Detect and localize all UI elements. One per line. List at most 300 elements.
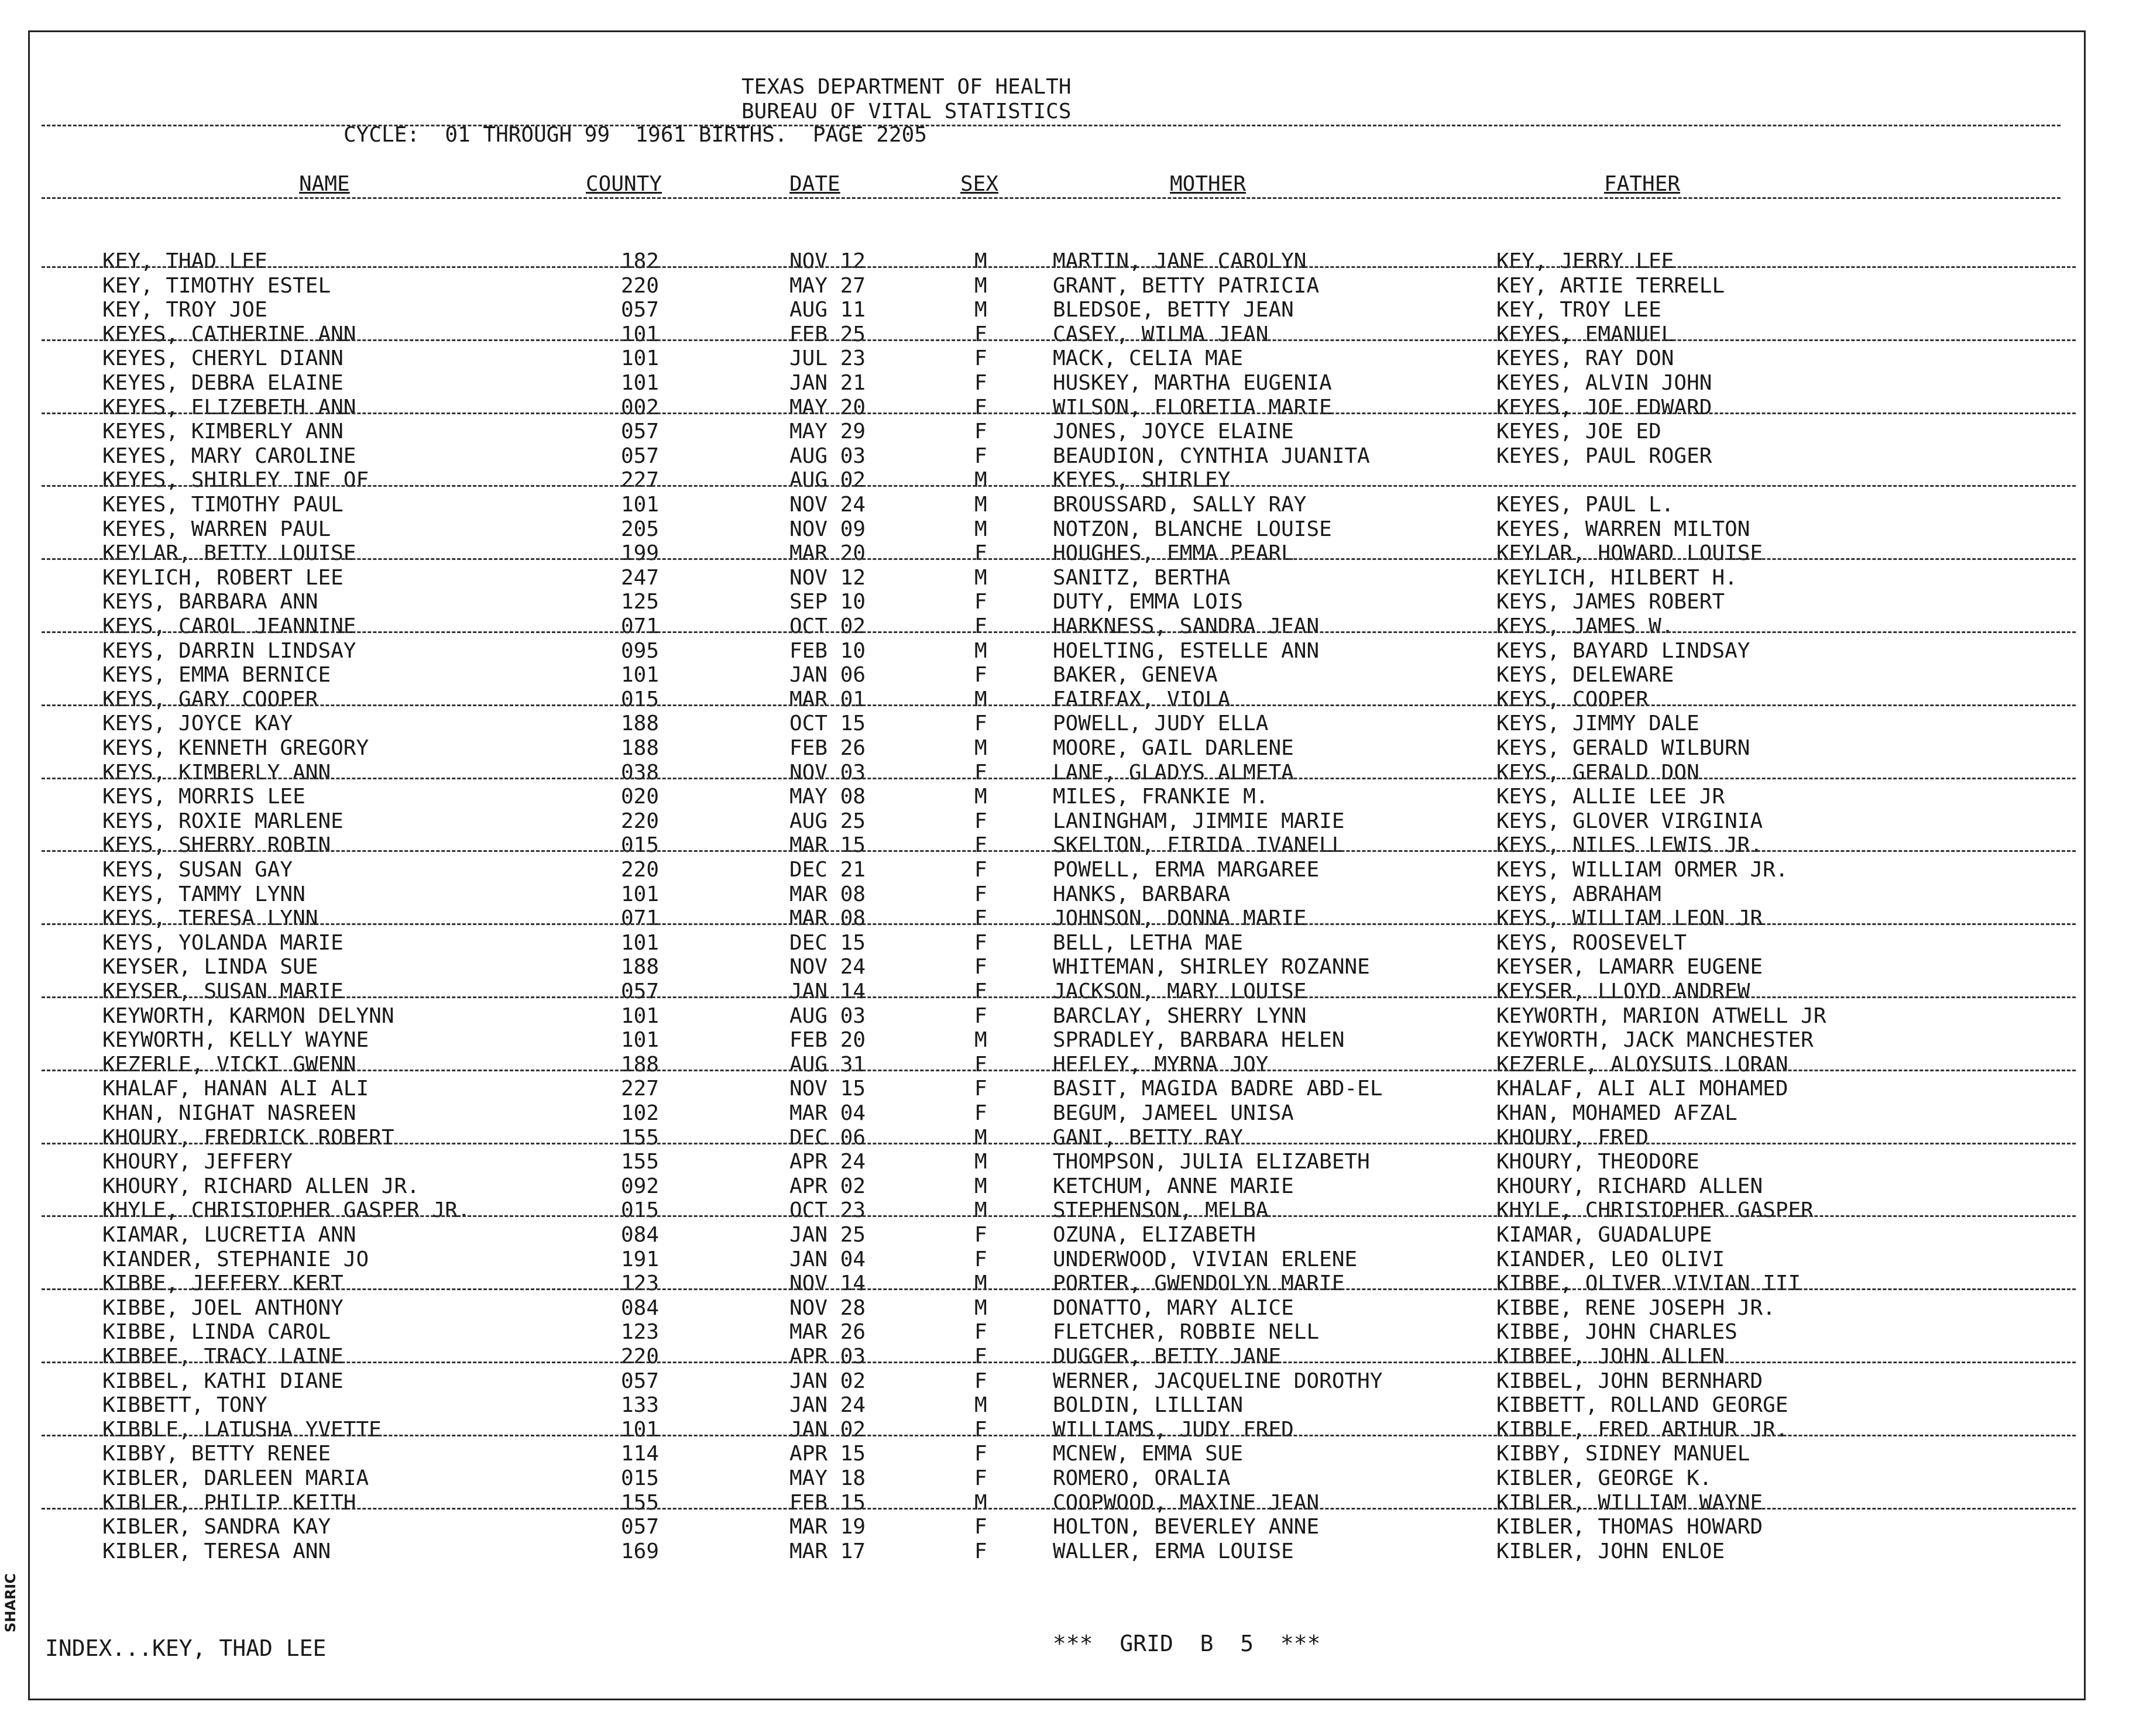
cell-sex: F bbox=[974, 906, 987, 931]
row-rule bbox=[42, 1362, 2076, 1363]
cell-sex: M bbox=[974, 1393, 987, 1418]
cell-name: KEYS, SHERRY ROBIN bbox=[102, 833, 331, 858]
cell-sex: F bbox=[974, 979, 987, 1003]
cell-county: 220 bbox=[621, 273, 660, 298]
cell-date: NOV 12 bbox=[789, 249, 866, 273]
cell-mother: MOORE, GAIL DARLENE bbox=[1053, 736, 1294, 760]
cell-father: KEY, TROY LEE bbox=[1496, 298, 1661, 322]
cell-mother: MARTIN, JANE CAROLYN bbox=[1053, 249, 1307, 273]
cell-county: 155 bbox=[621, 1125, 660, 1150]
cell-mother: COOPWOOD, MAXINE JEAN bbox=[1053, 1490, 1320, 1515]
column-header-mother: MOTHER bbox=[1170, 172, 1246, 196]
cell-name: KEYS, YOLANDA MARIE bbox=[102, 930, 344, 955]
cell-name: KIBBEE, TRACY LAINE bbox=[102, 1345, 344, 1369]
cell-father: KEYES, ALVIN JOHN bbox=[1496, 371, 1712, 395]
cell-sex: F bbox=[974, 1052, 987, 1077]
cell-date: AUG 25 bbox=[789, 809, 866, 833]
cell-sex: F bbox=[974, 760, 987, 785]
cell-mother: BROUSSARD, SALLY RAY bbox=[1053, 493, 1307, 517]
cell-sex: M bbox=[974, 273, 987, 298]
table-row bbox=[30, 737, 2084, 761]
cell-sex: F bbox=[974, 541, 987, 566]
cell-father: KEYES, WARREN MILTON bbox=[1496, 517, 1750, 541]
cell-father: KEYWORTH, MARION ATWELL JR bbox=[1496, 1003, 1826, 1028]
cell-mother: MACK, CELIA MAE bbox=[1053, 346, 1244, 371]
cell-mother: POWELL, JUDY ELLA bbox=[1053, 711, 1269, 736]
cell-father: KEYS, NILES LEWIS JR. bbox=[1496, 833, 1763, 858]
table-row bbox=[30, 1297, 2084, 1321]
cell-mother: HOUGHES, EMMA PEARL bbox=[1053, 541, 1294, 566]
cell-sex: F bbox=[974, 1247, 987, 1271]
cell-date: APR 15 bbox=[789, 1442, 866, 1466]
cell-date: NOV 24 bbox=[789, 493, 866, 517]
table-row bbox=[30, 955, 2084, 980]
table-row bbox=[30, 883, 2084, 907]
cell-mother: BAKER, GENEVA bbox=[1053, 663, 1218, 687]
row-rule bbox=[42, 1508, 2076, 1510]
row-rule bbox=[42, 558, 2076, 560]
cell-county: 205 bbox=[621, 517, 660, 541]
cell-county: 038 bbox=[621, 760, 660, 785]
cell-mother: BEAUDION, CYNTHIA JUANITA bbox=[1053, 444, 1370, 468]
cell-sex: F bbox=[974, 833, 987, 858]
cell-sex: F bbox=[974, 395, 987, 420]
cell-date: DEC 06 bbox=[789, 1125, 866, 1150]
cell-mother: JACKSON, MARY LOUISE bbox=[1053, 979, 1307, 1003]
cell-date: SEP 10 bbox=[789, 590, 866, 614]
cell-date: JAN 21 bbox=[789, 371, 866, 395]
cell-name: KEYS, GARY COOPER bbox=[102, 687, 318, 711]
cell-father: KEYES, PAUL ROGER bbox=[1496, 444, 1712, 468]
cell-father: KIBBE, JOHN CHARLES bbox=[1496, 1320, 1737, 1345]
cell-county: 169 bbox=[621, 1539, 660, 1563]
cell-father: KEYS, GLOVER VIRGINIA bbox=[1496, 809, 1763, 833]
cell-date: MAR 08 bbox=[789, 906, 866, 931]
cell-mother: THOMPSON, JULIA ELIZABETH bbox=[1053, 1150, 1370, 1174]
cell-name: KEYES, ELIZEBETH ANN bbox=[102, 395, 356, 420]
cell-sex: M bbox=[974, 1125, 987, 1150]
table-row bbox=[30, 1515, 2084, 1540]
table-row bbox=[30, 298, 2084, 323]
cell-sex: F bbox=[974, 1101, 987, 1125]
cell-father: KEYS, JIMMY DALE bbox=[1496, 711, 1699, 736]
cell-sex: M bbox=[974, 298, 987, 322]
cell-date: OCT 23 bbox=[789, 1198, 866, 1223]
cell-sex: M bbox=[974, 1271, 987, 1296]
cell-county: 101 bbox=[621, 663, 660, 687]
cell-mother: GANI, BETTY RAY bbox=[1053, 1125, 1244, 1150]
cell-mother: LANINGHAM, JIMMIE MARIE bbox=[1053, 809, 1345, 833]
cell-sex: F bbox=[974, 1223, 987, 1247]
table-row bbox=[30, 250, 2084, 274]
cell-sex: M bbox=[974, 1174, 987, 1198]
table-row bbox=[30, 1418, 2084, 1443]
cell-county: 002 bbox=[621, 395, 660, 420]
cell-county: 057 bbox=[621, 1369, 660, 1393]
cell-sex: F bbox=[974, 1417, 987, 1442]
table-row bbox=[30, 518, 2084, 542]
cell-sex: F bbox=[974, 1077, 987, 1101]
cell-father: KIBLER, GEORGE K. bbox=[1496, 1466, 1712, 1490]
cell-father: KEYLAR, HOWARD LOUISE bbox=[1496, 541, 1763, 566]
cell-county: 101 bbox=[621, 346, 660, 371]
cell-mother: KETCHUM, ANNE MARIE bbox=[1053, 1174, 1294, 1198]
cell-father: KEYWORTH, JACK MANCHESTER bbox=[1496, 1028, 1814, 1053]
cell-county: 188 bbox=[621, 955, 660, 979]
cell-mother: CASEY, WILMA JEAN bbox=[1053, 322, 1269, 346]
cell-date: AUG 03 bbox=[789, 444, 866, 468]
cell-sex: M bbox=[974, 638, 987, 663]
cell-father: KEY, ARTIE TERRELL bbox=[1496, 273, 1725, 298]
header-line-2: BUREAU OF VITAL STATISTICS bbox=[741, 99, 1072, 123]
cell-county: 057 bbox=[621, 1515, 660, 1539]
cell-name: KEYSER, SUSAN MARIE bbox=[102, 979, 344, 1003]
cell-father: KEYES, RAY DON bbox=[1496, 346, 1674, 371]
cell-father: KHYLE, CHRISTOPHER GASPER bbox=[1496, 1198, 1814, 1223]
row-rule bbox=[42, 266, 2076, 268]
cell-date: FEB 25 bbox=[789, 322, 866, 346]
cell-name: KEYES, KIMBERLY ANN bbox=[102, 420, 344, 444]
cell-county: 220 bbox=[621, 858, 660, 882]
cell-sex: F bbox=[974, 663, 987, 687]
cell-county: 125 bbox=[621, 590, 660, 614]
table-row bbox=[30, 664, 2084, 688]
header-line-1: TEXAS DEPARTMENT OF HEALTH bbox=[741, 75, 1072, 99]
table-row bbox=[30, 761, 2084, 786]
cell-name: KIBLER, TERESA ANN bbox=[102, 1539, 331, 1563]
cell-name: KEYS, BARBARA ANN bbox=[102, 590, 318, 614]
cell-father: KEYLICH, HILBERT H. bbox=[1496, 565, 1737, 590]
cell-father: KEZERLE, ALOYSUIS LORAN bbox=[1496, 1052, 1788, 1077]
cell-county: 101 bbox=[621, 882, 660, 906]
cell-date: OCT 15 bbox=[789, 711, 866, 736]
cell-mother: WILSON, FLORETIA MARIE bbox=[1053, 395, 1332, 420]
cell-sex: F bbox=[974, 444, 987, 468]
cell-county: 123 bbox=[621, 1271, 660, 1296]
cell-father: KEYES, JOE EDWARD bbox=[1496, 395, 1712, 420]
column-header-county: COUNTY bbox=[586, 172, 662, 196]
table-row bbox=[30, 372, 2084, 396]
cell-father: KEYS, JAMES W. bbox=[1496, 614, 1674, 638]
cell-sex: M bbox=[974, 687, 987, 711]
cell-county: 182 bbox=[621, 249, 660, 273]
header-rule-2 bbox=[42, 197, 2061, 199]
cell-date: AUG 02 bbox=[789, 468, 866, 493]
table-row bbox=[30, 1467, 2084, 1491]
cell-sex: M bbox=[974, 249, 987, 273]
cell-date: MAR 26 bbox=[789, 1320, 866, 1345]
cell-mother: KEYES, SHIRLEY bbox=[1053, 468, 1231, 493]
cell-sex: M bbox=[974, 468, 987, 493]
cell-name: KEYES, TIMOTHY PAUL bbox=[102, 493, 344, 517]
cell-father: KEYS, JAMES ROBERT bbox=[1496, 590, 1725, 614]
table-row bbox=[30, 712, 2084, 737]
cell-name: KEYES, CATHERINE ANN bbox=[102, 322, 356, 346]
cell-date: NOV 09 bbox=[789, 517, 866, 541]
row-rule bbox=[42, 778, 2076, 779]
cell-father: KIBBEL, JOHN BERNHARD bbox=[1496, 1369, 1763, 1393]
cell-mother: DUGGER, BETTY JANE bbox=[1053, 1345, 1282, 1369]
cell-county: 057 bbox=[621, 979, 660, 1003]
cell-name: KHALAF, HANAN ALI ALI bbox=[102, 1077, 369, 1101]
cell-county: 101 bbox=[621, 1028, 660, 1053]
cell-mother: DONATTO, MARY ALICE bbox=[1053, 1295, 1294, 1320]
cell-father: KEYS, ROOSEVELT bbox=[1496, 930, 1687, 955]
row-rule bbox=[42, 1070, 2076, 1071]
cell-name: KIBBE, JOEL ANTHONY bbox=[102, 1295, 344, 1320]
cell-mother: HOLTON, BEVERLEY ANNE bbox=[1053, 1515, 1320, 1539]
table-row bbox=[30, 785, 2084, 810]
row-rule bbox=[42, 1435, 2076, 1436]
cell-name: KEYS, KENNETH GREGORY bbox=[102, 736, 369, 760]
cell-mother: GRANT, BETTY PATRICIA bbox=[1053, 273, 1320, 298]
cell-name: KEYLAR, BETTY LOUISE bbox=[102, 541, 356, 566]
cell-sex: F bbox=[974, 1466, 987, 1490]
cell-father: KEYS, DELEWARE bbox=[1496, 663, 1674, 687]
table-row bbox=[30, 542, 2084, 566]
cell-county: 101 bbox=[621, 322, 660, 346]
table-row bbox=[30, 1345, 2084, 1370]
cell-date: MAR 20 bbox=[789, 541, 866, 566]
cell-date: MAR 08 bbox=[789, 882, 866, 906]
cell-date: MAR 01 bbox=[789, 687, 866, 711]
table-row bbox=[30, 1248, 2084, 1273]
cell-county: 247 bbox=[621, 565, 660, 590]
cell-county: 227 bbox=[621, 468, 660, 493]
cell-date: FEB 26 bbox=[789, 736, 866, 760]
cell-mother: WILLIAMS, JUDY FRED bbox=[1053, 1417, 1294, 1442]
cell-father: KEY, JERRY LEE bbox=[1496, 249, 1674, 273]
cell-sex: F bbox=[974, 1515, 987, 1539]
cell-sex: F bbox=[974, 858, 987, 882]
cell-sex: F bbox=[974, 1345, 987, 1369]
table-row bbox=[30, 834, 2084, 858]
table-row bbox=[30, 810, 2084, 834]
cell-name: KIBBEL, KATHI DIANE bbox=[102, 1369, 344, 1393]
cell-date: AUG 03 bbox=[789, 1003, 866, 1028]
cell-sex: M bbox=[974, 1150, 987, 1174]
cell-name: KIBBE, LINDA CAROL bbox=[102, 1320, 331, 1345]
cell-date: AUG 11 bbox=[789, 298, 866, 322]
table-row bbox=[30, 1126, 2084, 1151]
row-rule bbox=[42, 485, 2076, 487]
cell-sex: F bbox=[974, 614, 987, 638]
cell-sex: F bbox=[974, 955, 987, 979]
cell-county: 057 bbox=[621, 444, 660, 468]
cell-mother: BEGUM, JAMEEL UNISA bbox=[1053, 1101, 1294, 1125]
table-row bbox=[30, 615, 2084, 640]
cell-name: KEYS, EMMA BERNICE bbox=[102, 663, 331, 687]
cell-county: 101 bbox=[621, 493, 660, 517]
cell-sex: F bbox=[974, 882, 987, 906]
cell-mother: JONES, JOYCE ELAINE bbox=[1053, 420, 1294, 444]
table-row bbox=[30, 1053, 2084, 1078]
cell-county: 188 bbox=[621, 736, 660, 760]
cell-name: KHOURY, FREDRICK ROBERT bbox=[102, 1125, 394, 1150]
table-row bbox=[30, 1077, 2084, 1102]
cell-sex: F bbox=[974, 346, 987, 371]
cell-county: 101 bbox=[621, 1003, 660, 1028]
table-row bbox=[30, 469, 2084, 493]
table-row bbox=[30, 688, 2084, 713]
cell-county: 101 bbox=[621, 1417, 660, 1442]
cell-mother: JOHNSON, DONNA MARIE bbox=[1053, 906, 1307, 931]
cell-county: 114 bbox=[621, 1442, 660, 1466]
table-row bbox=[30, 980, 2084, 1005]
cell-mother: OZUNA, ELIZABETH bbox=[1053, 1223, 1256, 1247]
cell-sex: F bbox=[974, 590, 987, 614]
cell-mother: SANITZ, BERTHA bbox=[1053, 565, 1231, 590]
cell-father: KEYES, PAUL L. bbox=[1496, 493, 1674, 517]
cell-sex: F bbox=[974, 711, 987, 736]
cell-mother: LANE, GLADYS ALMETA bbox=[1053, 760, 1294, 785]
side-mark: SHARIC bbox=[2, 1573, 19, 1632]
cell-date: MAY 27 bbox=[789, 273, 866, 298]
cell-father: KHOURY, THEODORE bbox=[1496, 1150, 1699, 1174]
cell-county: 123 bbox=[621, 1320, 660, 1345]
table-row bbox=[30, 858, 2084, 883]
cycle-line: CYCLE: 01 THROUGH 99 1961 BIRTHS. PAGE 2205 bbox=[344, 123, 927, 147]
cell-date: FEB 10 bbox=[789, 638, 866, 663]
table-row bbox=[30, 347, 2084, 372]
cell-county: 227 bbox=[621, 1077, 660, 1101]
table-row bbox=[30, 590, 2084, 615]
cell-name: KEYS, ROXIE MARLENE bbox=[102, 809, 344, 833]
row-rule bbox=[42, 704, 2076, 706]
cell-date: MAR 04 bbox=[789, 1101, 866, 1125]
cell-father: KIBBE, OLIVER VIVIAN III bbox=[1496, 1271, 1801, 1296]
cell-father: KIBBETT, ROLLAND GEORGE bbox=[1496, 1393, 1788, 1418]
cell-name: KEYWORTH, KELLY WAYNE bbox=[102, 1028, 369, 1053]
cell-sex: F bbox=[974, 1369, 987, 1393]
cell-sex: F bbox=[974, 1539, 987, 1563]
cell-sex: M bbox=[974, 785, 987, 809]
row-rule bbox=[42, 996, 2076, 998]
cell-date: NOV 15 bbox=[789, 1077, 866, 1101]
table-row bbox=[30, 1272, 2084, 1297]
cell-mother: MCNEW, EMMA SUE bbox=[1053, 1442, 1244, 1466]
cell-mother: MILES, FRANKIE M. bbox=[1053, 785, 1269, 809]
cell-mother: UNDERWOOD, VIVIAN ERLENE bbox=[1053, 1247, 1358, 1271]
cell-father: KIBBE, RENE JOSEPH JR. bbox=[1496, 1295, 1776, 1320]
cell-county: 071 bbox=[621, 614, 660, 638]
table-row bbox=[30, 323, 2084, 348]
cell-date: MAY 20 bbox=[789, 395, 866, 420]
cell-sex: M bbox=[974, 565, 987, 590]
cell-father: KEYS, GERALD DON bbox=[1496, 760, 1699, 785]
cell-date: MAY 18 bbox=[789, 1466, 866, 1490]
cell-mother: BLEDSOE, BETTY JEAN bbox=[1053, 298, 1294, 322]
cell-sex: F bbox=[974, 322, 987, 346]
cell-name: KIANDER, STEPHANIE JO bbox=[102, 1247, 369, 1271]
cell-name: KHYLE, CHRISTOPHER GASPER JR. bbox=[102, 1198, 471, 1223]
table-row bbox=[30, 566, 2084, 591]
cell-county: 155 bbox=[621, 1490, 660, 1515]
cell-county: 155 bbox=[621, 1150, 660, 1174]
cell-date: JAN 04 bbox=[789, 1247, 866, 1271]
cell-sex: F bbox=[974, 809, 987, 833]
row-rule bbox=[42, 339, 2076, 341]
cell-name: KIBBETT, TONY bbox=[102, 1393, 267, 1418]
cell-date: MAR 19 bbox=[789, 1515, 866, 1539]
cell-date: MAR 15 bbox=[789, 833, 866, 858]
cell-county: 102 bbox=[621, 1101, 660, 1125]
cell-county: 057 bbox=[621, 298, 660, 322]
cell-name: KHOURY, JEFFERY bbox=[102, 1150, 293, 1174]
cell-date: AUG 31 bbox=[789, 1052, 866, 1077]
cell-father: KEYS, WILLIAM LEON JR bbox=[1496, 906, 1763, 931]
table-row bbox=[30, 420, 2084, 445]
cell-date: NOV 14 bbox=[789, 1271, 866, 1296]
cell-father: KEYS, BAYARD LINDSAY bbox=[1496, 638, 1750, 663]
column-header-sex: SEX bbox=[960, 172, 999, 196]
cell-father: KIBBLE, FRED ARTHUR JR. bbox=[1496, 1417, 1788, 1442]
cell-name: KEYES, DEBRA ELAINE bbox=[102, 371, 344, 395]
cell-date: JAN 06 bbox=[789, 663, 866, 687]
cell-date: APR 24 bbox=[789, 1150, 866, 1174]
table-row bbox=[30, 445, 2084, 469]
cell-father: KIBLER, THOMAS HOWARD bbox=[1496, 1515, 1763, 1539]
cell-father: KIBBY, SIDNEY MANUEL bbox=[1496, 1442, 1750, 1466]
cell-county: 084 bbox=[621, 1223, 660, 1247]
cell-mother: FLETCHER, ROBBIE NELL bbox=[1053, 1320, 1320, 1345]
cell-county: 188 bbox=[621, 711, 660, 736]
cell-date: APR 03 bbox=[789, 1345, 866, 1369]
cell-date: FEB 20 bbox=[789, 1028, 866, 1053]
row-rule bbox=[42, 631, 2076, 633]
cell-date: JUL 23 bbox=[789, 346, 866, 371]
cell-date: MAR 17 bbox=[789, 1539, 866, 1563]
row-rule bbox=[42, 850, 2076, 852]
cell-name: KEY, TIMOTHY ESTEL bbox=[102, 273, 331, 298]
table-row bbox=[30, 1491, 2084, 1516]
cell-name: KEYES, WARREN PAUL bbox=[102, 517, 331, 541]
cell-mother: STEPHENSON, MELBA bbox=[1053, 1198, 1269, 1223]
cell-name: KIAMAR, LUCRETIA ANN bbox=[102, 1223, 356, 1247]
column-header-father: FATHER bbox=[1604, 172, 1681, 196]
cell-father: KEYS, COOPER bbox=[1496, 687, 1649, 711]
cell-name: KIBBE, JEFFERY KERT bbox=[102, 1271, 344, 1296]
cell-county: 092 bbox=[621, 1174, 660, 1198]
cell-date: OCT 02 bbox=[789, 614, 866, 638]
cell-mother: DUTY, EMMA LOIS bbox=[1053, 590, 1244, 614]
cell-mother: HEFLEY, MYRNA JOY bbox=[1053, 1052, 1269, 1077]
cell-date: NOV 12 bbox=[789, 565, 866, 590]
cell-sex: M bbox=[974, 1295, 987, 1320]
table-row bbox=[30, 1321, 2084, 1345]
cell-mother: ROMERO, ORALIA bbox=[1053, 1466, 1231, 1490]
column-header-date: DATE bbox=[789, 172, 840, 196]
cell-date: FEB 15 bbox=[789, 1490, 866, 1515]
cell-sex: M bbox=[974, 1198, 987, 1223]
cell-name: KEYSER, LINDA SUE bbox=[102, 955, 318, 979]
cell-sex: M bbox=[974, 1028, 987, 1053]
table-row bbox=[30, 1005, 2084, 1029]
cell-county: 015 bbox=[621, 833, 660, 858]
cell-mother: FAIRFAX, VIOLA bbox=[1053, 687, 1231, 711]
cell-name: KIBBY, BETTY RENEE bbox=[102, 1442, 331, 1466]
cell-mother: POWELL, ERMA MARGAREE bbox=[1053, 858, 1320, 882]
cell-date: MAY 08 bbox=[789, 785, 866, 809]
table-row bbox=[30, 493, 2084, 518]
cell-county: 095 bbox=[621, 638, 660, 663]
cell-date: JAN 14 bbox=[789, 979, 866, 1003]
cell-sex: F bbox=[974, 420, 987, 444]
cell-mother: PORTER, GWENDOLYN MARIE bbox=[1053, 1271, 1345, 1296]
cell-name: KEYS, TAMMY LYNN bbox=[102, 882, 305, 906]
cell-sex: F bbox=[974, 1442, 987, 1466]
row-rule bbox=[42, 1288, 2076, 1290]
